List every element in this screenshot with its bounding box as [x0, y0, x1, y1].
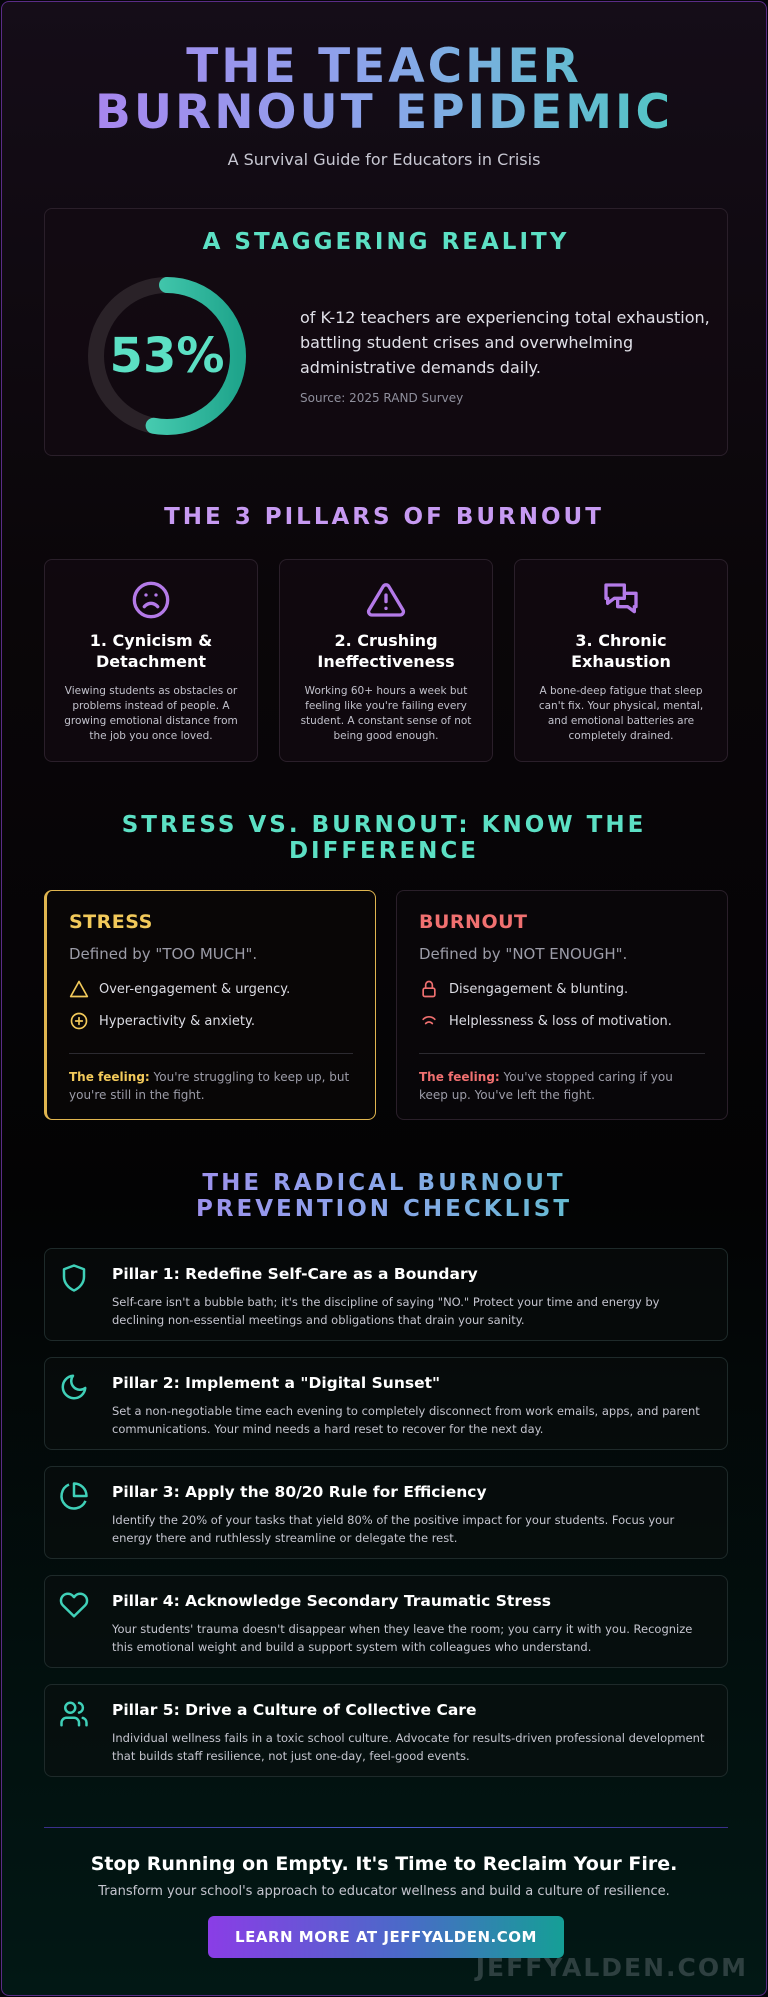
frown-face-icon: [45, 580, 257, 620]
checklist-item-3: [44, 1466, 728, 1559]
burnout-item: [419, 979, 705, 999]
checklist-item-2: [44, 1357, 728, 1450]
stress-divider: [69, 1053, 353, 1054]
checklist-title: THE RADICAL BURNOUT PREVENTION CHECKLIST: [2, 1170, 766, 1222]
burnout-item: [419, 1011, 705, 1031]
shield-icon: [59, 1263, 89, 1293]
stress-vs-burnout-title: STRESS VS. BURNOUT: KNOW THE DIFFERENCE: [121, 812, 647, 864]
page-subtitle: A Survival Guide for Educators in Crisis: [227, 150, 541, 169]
burnout-divider: [419, 1053, 705, 1054]
moon-icon: [59, 1372, 89, 1402]
cta-title: Stop Running on Empty. It's Time to Reclaim Your Fire.: [90, 1853, 678, 1875]
stress-feeling: [69, 1068, 353, 1104]
stress-item: [69, 1011, 353, 1031]
checklist-item-text: Set a non-negotiable time each evening to completely disconnect from work emails, apps, and parent communications. Your mind needs a hard reset to recover for the next day.: [112, 1404, 700, 1436]
checklist-item-title: Pillar 1: Redefine Self-Care as a Boundary: [112, 1265, 478, 1283]
reality-text: of K-12 teachers are experiencing total exhaustion, battling student crises and overwhelming administrative demands daily.: [300, 308, 710, 377]
stress-definition: Defined by "TOO MUCH".: [69, 945, 258, 963]
checklist-item-text: Identify the 20% of your tasks that yield 80% of the positive impact for your students. Focus your energy there and ruthlessly streamline or delegate the rest.: [112, 1513, 675, 1545]
checklist-item-title: Pillar 4: Acknowledge Secondary Traumatic Stress: [112, 1592, 551, 1610]
users-icon: [59, 1699, 89, 1729]
heart-icon: [59, 1590, 89, 1620]
watermark: JEFFYALDEN.COM: [475, 1953, 748, 1982]
stress-feeling-text: You're struggling to keep up, but you're still in the fight.: [69, 1070, 350, 1102]
pillar-text: A bone-deep fatigue that sleep can't fix. Your physical, mental, and emotional batteries are completely drained.: [538, 685, 704, 742]
pillar-title: 3. Chronic Exhaustion: [571, 631, 671, 671]
stress-heading: STRESS: [69, 911, 153, 933]
checklist-item-text: Your students' trauma doesn't disappear when they leave the room; you carry it with you. Recognize this emotional weight and build a support system with colleagues who understand.: [112, 1622, 693, 1654]
warning-triangle-icon: [69, 979, 89, 999]
stress-item-label: Over-engagement & urgency.: [99, 981, 291, 997]
burnout-heading: BURNOUT: [419, 911, 528, 933]
cta-subtitle: Transform your school's approach to educator wellness and build a culture of resilience.: [98, 1884, 670, 1899]
pillars-title: THE 3 PILLARS OF BURNOUT: [164, 504, 604, 530]
pillar-title: 2. Crushing Ineffectiveness: [317, 631, 455, 671]
chat-bubbles-icon: [515, 580, 727, 620]
stress-item: [69, 979, 353, 999]
learn-more-button[interactable]: LEARN MORE AT JEFFYALDEN.COM: [208, 1916, 564, 1958]
stress-card: [44, 890, 376, 1120]
pillar-card-cynicism: [44, 559, 258, 762]
checklist-item-text: Self-care isn't a bubble bath; it's the discipline of saying "NO." Protect your time and energy by declining non-essential meetings and obligations that drain your sanity.: [112, 1295, 660, 1327]
pillar-card-exhaustion: [514, 559, 728, 762]
checklist-item-text: Individual wellness fails in a toxic school culture. Advocate for results-driven professional development that builds staff resilience, not just one-day, feel-good events.: [112, 1731, 705, 1763]
pillar-text: Working 60+ hours a week but feeling like you're failing every student. A constant sense of not being good enough.: [300, 685, 472, 742]
checklist-item-5: [44, 1684, 728, 1777]
stress-feeling-label: The feeling:: [69, 1070, 150, 1084]
infographic-page: [1, 1, 767, 1996]
lock-icon: [419, 979, 439, 999]
checklist-item-title: Pillar 5: Drive a Culture of Collective Care: [112, 1701, 477, 1719]
burnout-feeling-label: The feeling:: [419, 1070, 500, 1084]
checklist-item-1: [44, 1248, 728, 1341]
pillar-card-ineffectiveness: [279, 559, 493, 762]
pie-chart-icon: [59, 1481, 89, 1511]
burnout-feeling-text: You've stopped caring if you keep up. You've left the fight.: [419, 1070, 673, 1102]
burnout-feeling: [419, 1068, 705, 1104]
burnout-card: [396, 890, 728, 1120]
burnout-item-label: Helplessness & loss of motivation.: [449, 1013, 672, 1029]
warning-triangle-icon: [280, 580, 492, 620]
stress-item-label: Hyperactivity & anxiety.: [99, 1013, 255, 1029]
reality-source: Source: 2025 RAND Survey: [300, 391, 464, 405]
checklist-item-4: [44, 1575, 728, 1668]
pillar-title: 1. Cynicism & Detachment: [89, 631, 213, 671]
percent-label: 53%: [109, 328, 225, 384]
checklist-item-title: Pillar 3: Apply the 80/20 Rule for Efficiency: [112, 1483, 487, 1501]
page-title: THE TEACHER BURNOUT EPIDEMIC: [2, 44, 766, 136]
cta-divider: [44, 1827, 728, 1828]
reality-title: A STAGGERING REALITY: [202, 229, 570, 255]
pillar-text: Viewing students as obstacles or problems instead of people. A growing emotional distance from the job you once loved.: [64, 685, 238, 742]
burnout-definition: Defined by "NOT ENOUGH".: [419, 945, 628, 963]
burnout-item-label: Disengagement & blunting.: [449, 981, 629, 997]
reality-card: [44, 208, 728, 456]
checklist-item-title: Pillar 2: Implement a "Digital Sunset": [112, 1374, 441, 1392]
plus-circle-icon: [69, 1011, 89, 1031]
signal-down-icon: [419, 1011, 439, 1031]
